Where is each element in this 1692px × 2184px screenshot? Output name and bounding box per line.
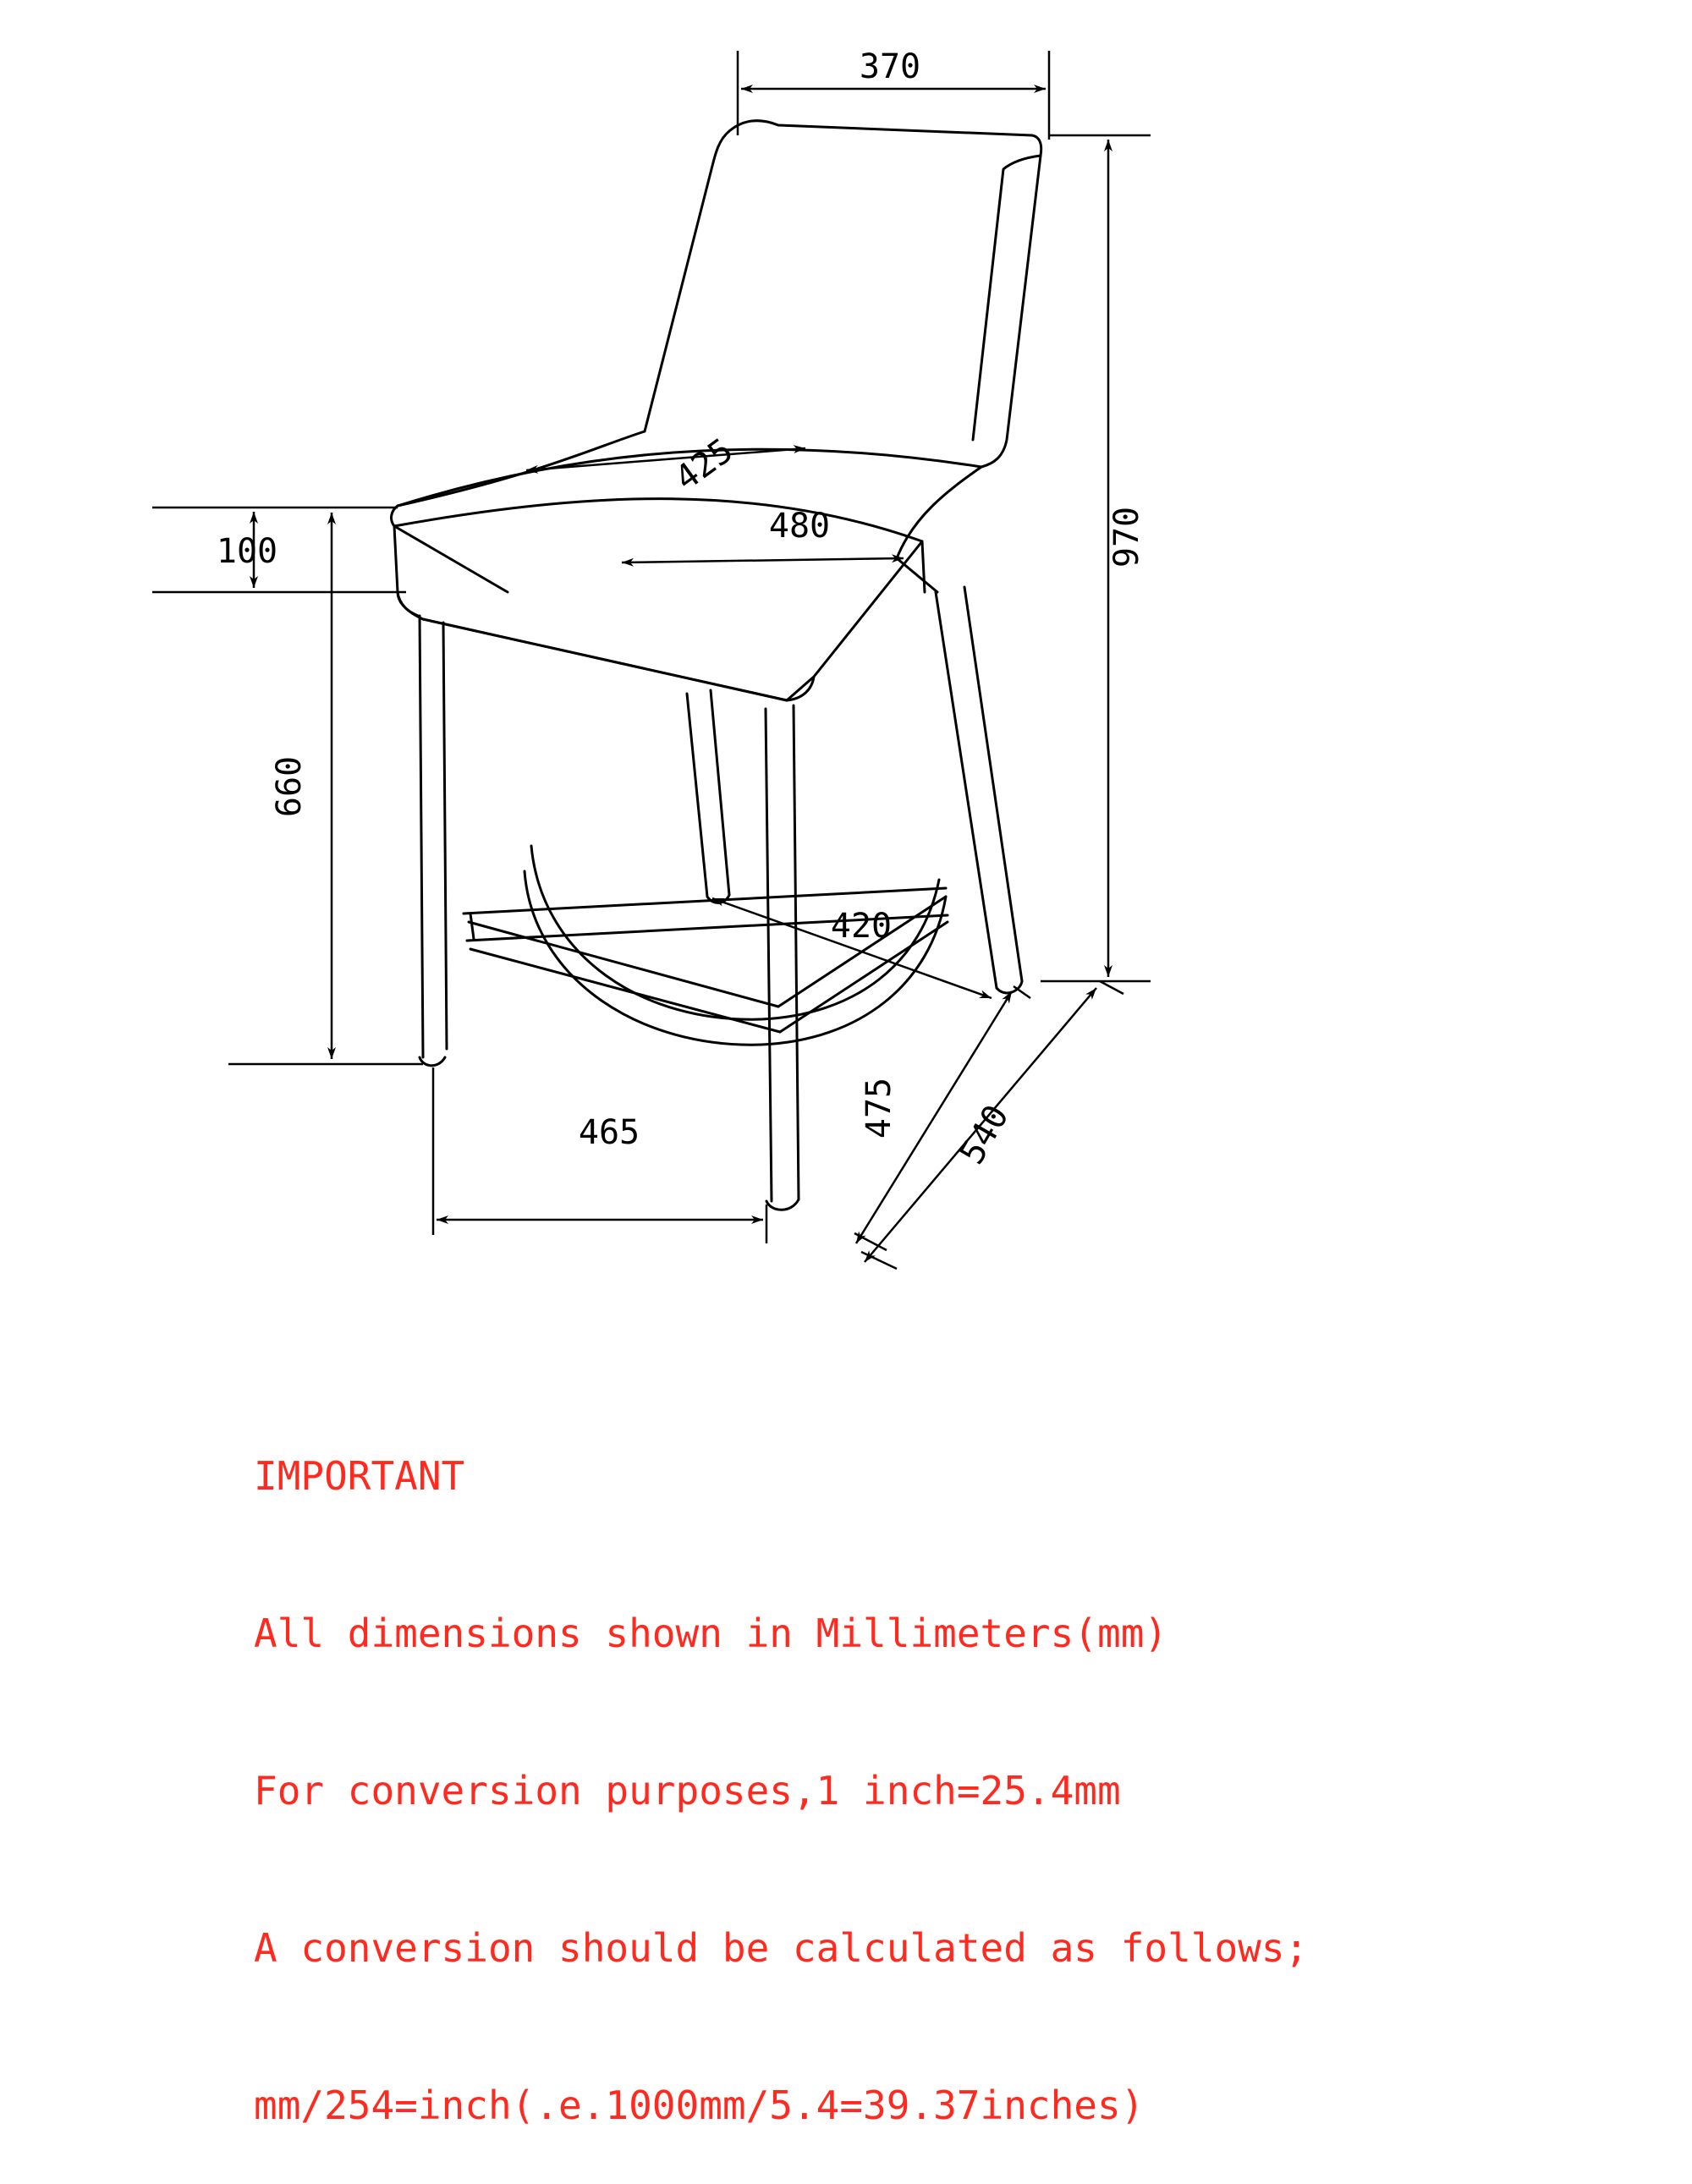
important-notes (254, 1345, 1523, 2184)
stool-outline (392, 121, 1041, 1210)
dim-overall-height: 970 (1107, 506, 1146, 568)
dim-width-top-back: 370 (859, 47, 921, 86)
dim-base-depth: 475 (860, 1077, 898, 1139)
notes-line-4: mm/254=inch(.e.1000mm/5.4=39.37inches) (254, 2082, 1145, 2128)
notes-line-3: A conversion should be calculated as follows; (254, 1925, 1309, 1971)
notes-heading: IMPORTANT (254, 1453, 465, 1499)
dim-seat-cushion: 100 (216, 532, 278, 571)
dim-seat-width: 480 (768, 507, 831, 546)
dimension-lines (152, 51, 1151, 1269)
dim-base-width: 465 (578, 1113, 640, 1152)
dimension-labels (217, 47, 1146, 1171)
dim-seat-height: 660 (270, 755, 309, 818)
dim-overall-depth: 540 (952, 1098, 1017, 1172)
notes-line-1: All dimensions shown in Millimeters(mm) (254, 1611, 1168, 1656)
dim-seat-depth: 425 (667, 431, 741, 499)
dim-footrest-width: 420 (830, 907, 893, 946)
notes-line-2: For conversion purposes,1 inch=25.4mm (254, 1768, 1121, 1814)
